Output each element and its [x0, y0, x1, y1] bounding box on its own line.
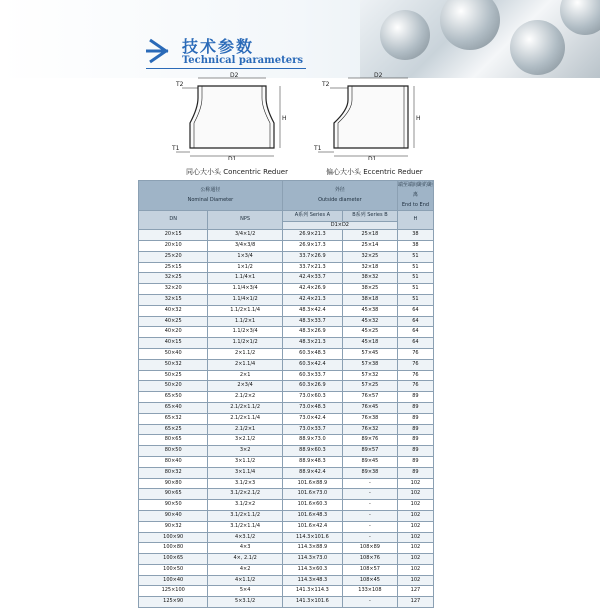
table-cell: 89: [397, 435, 433, 446]
table-cell: 1×3/4: [208, 251, 282, 262]
table-cell: 102: [397, 554, 433, 565]
table-cell: 1.1/2×1: [208, 316, 282, 327]
table-cell: 2.1/2×2: [208, 392, 282, 403]
table-cell: 3×2.1/2: [208, 435, 282, 446]
table-row: [139, 424, 434, 435]
table-cell: 38×25: [342, 284, 397, 295]
table-cell: 102: [397, 478, 433, 489]
table-cell: 73.0×33.7: [282, 424, 342, 435]
table-cell: 64: [397, 327, 433, 338]
table-cell: 133×108: [342, 586, 397, 597]
table-row: [139, 543, 434, 554]
table-cell: 5×4: [208, 586, 282, 597]
table-cell: 2×1.1/4: [208, 359, 282, 370]
table-cell: 102: [397, 500, 433, 511]
label-d2: D2: [374, 72, 383, 79]
table-cell: 89: [397, 424, 433, 435]
table-cell: 114.3×101.6: [282, 532, 342, 543]
outside-diameter-header: 外径 Outside diameter: [282, 181, 397, 211]
table-cell: 102: [397, 575, 433, 586]
table-cell: 102: [397, 521, 433, 532]
table-cell: 101.6×60.3: [282, 500, 342, 511]
table-cell: 32×15: [139, 294, 208, 305]
table-cell: 76: [397, 359, 433, 370]
table-cell: 48.3×21.3: [282, 338, 342, 349]
col-d1d2: D1×D2: [282, 222, 397, 230]
table-cell: 76×45: [342, 402, 397, 413]
table-cell: 33.7×21.3: [282, 262, 342, 273]
table-cell: 89: [397, 456, 433, 467]
table-cell: 114.3×60.3: [282, 564, 342, 575]
table-cell: 38×32: [342, 273, 397, 284]
table-cell: 51: [397, 262, 433, 273]
table-cell: 3.1/2×2: [208, 500, 282, 511]
table-row: [139, 575, 434, 586]
table-cell: 101.6×88.9: [282, 478, 342, 489]
table-cell: 1.1/2×1/2: [208, 338, 282, 349]
table-cell: 40×32: [139, 305, 208, 316]
pipe-fittings-photo: [360, 0, 600, 78]
table-cell: 3×1.1/2: [208, 456, 282, 467]
label-h: H: [416, 115, 421, 122]
table-cell: 2.1/2×1.1/2: [208, 402, 282, 413]
table-cell: 90×32: [139, 521, 208, 532]
label-t1: T1: [314, 145, 322, 152]
table-cell: -: [342, 489, 397, 500]
table-cell: 20×10: [139, 240, 208, 251]
table-cell: 80×40: [139, 456, 208, 467]
table-cell: 60.3×26.9: [282, 381, 342, 392]
table-cell: 89: [397, 413, 433, 424]
table-cell: 45×25: [342, 327, 397, 338]
table-row: [139, 500, 434, 511]
table-row: [139, 510, 434, 521]
table-cell: 65×25: [139, 424, 208, 435]
table-cell: 20×15: [139, 230, 208, 241]
table-cell: 102: [397, 543, 433, 554]
table-cell: 26.9×17.3: [282, 240, 342, 251]
table-row: [139, 392, 434, 403]
label-h: H: [282, 115, 287, 122]
table-cell: 42.4×21.3: [282, 294, 342, 305]
table-cell: 48.3×42.4: [282, 305, 342, 316]
table-cell: 48.3×26.9: [282, 327, 342, 338]
table-cell: 3×2: [208, 446, 282, 457]
table-cell: 32×25: [342, 251, 397, 262]
arrow-icon: [146, 36, 176, 66]
table-row: [139, 402, 434, 413]
table-cell: 100×50: [139, 564, 208, 575]
table-cell: 4×, 2.1/2: [208, 554, 282, 565]
table-cell: 114.3×73.0: [282, 554, 342, 565]
table-cell: 76: [397, 370, 433, 381]
table-row: [139, 273, 434, 284]
label-d1: D1: [228, 156, 237, 160]
section-title: 技术参数: [182, 37, 255, 56]
table-row: [139, 467, 434, 478]
table-cell: 2×3/4: [208, 381, 282, 392]
table-cell: -: [342, 500, 397, 511]
table-cell: 114.3×88.9: [282, 543, 342, 554]
table-row: [139, 327, 434, 338]
table-cell: 50×20: [139, 381, 208, 392]
table-cell: 1.1/4×3/4: [208, 284, 282, 295]
table-cell: 1.1/2×3/4: [208, 327, 282, 338]
table-cell: 102: [397, 532, 433, 543]
table-cell: 76×38: [342, 413, 397, 424]
table-cell: 38: [397, 230, 433, 241]
eccentric-caption: 偏心大小头 Eccentric Reduer: [326, 168, 423, 176]
table-cell: -: [342, 532, 397, 543]
table-cell: 1.1/4×1/2: [208, 294, 282, 305]
table-cell: 1.1/2×1.1/4: [208, 305, 282, 316]
table-cell: 101.6×48.3: [282, 510, 342, 521]
table-cell: 38×18: [342, 294, 397, 305]
table-cell: 45×18: [342, 338, 397, 349]
table-cell: 80×50: [139, 446, 208, 457]
table-cell: 1×1/2: [208, 262, 282, 273]
table-cell: 89: [397, 446, 433, 457]
table-cell: 88.9×48.3: [282, 456, 342, 467]
table-cell: 101.6×42.4: [282, 521, 342, 532]
table-cell: 80×65: [139, 435, 208, 446]
table-row: [139, 294, 434, 305]
table-cell: 80×32: [139, 467, 208, 478]
table-cell: 65×40: [139, 402, 208, 413]
col-dn: DN: [139, 211, 208, 230]
table-cell: 65×32: [139, 413, 208, 424]
table-cell: 89×76: [342, 435, 397, 446]
table-cell: 100×40: [139, 575, 208, 586]
table-cell: 3.1/2×3: [208, 478, 282, 489]
nominal-diameter-header: 公称通径 Nominal Diameter: [139, 181, 283, 211]
table-cell: 108×89: [342, 543, 397, 554]
table-row: [139, 359, 434, 370]
table-cell: 25×15: [139, 262, 208, 273]
table-cell: 108×76: [342, 554, 397, 565]
table-cell: 102: [397, 510, 433, 521]
table-cell: -: [342, 521, 397, 532]
eccentric-reducer-diagram: [308, 68, 443, 172]
table-cell: 60.3×42.4: [282, 359, 342, 370]
table-cell: 3.1/2×2.1/2: [208, 489, 282, 500]
table-cell: 125×90: [139, 597, 208, 608]
table-row: [139, 586, 434, 597]
table-cell: 32×20: [139, 284, 208, 295]
table-cell: 57×45: [342, 348, 397, 359]
table-cell: 141.3×114.3: [282, 586, 342, 597]
table-cell: 2×1.1/2: [208, 348, 282, 359]
table-cell: 57×25: [342, 381, 397, 392]
table-cell: 25×20: [139, 251, 208, 262]
table-cell: 108×57: [342, 564, 397, 575]
table-cell: 48.3×33.7: [282, 316, 342, 327]
table-cell: 26.9×21.3: [282, 230, 342, 241]
table-row: [139, 262, 434, 273]
table-cell: 3.1/2×1.1/4: [208, 521, 282, 532]
table-cell: 4×3: [208, 543, 282, 554]
table-cell: 88.9×60.3: [282, 446, 342, 457]
table-cell: 1.1/4×1: [208, 273, 282, 284]
label-d2: D2: [230, 72, 239, 79]
table-cell: 2.1/2×1.1/4: [208, 413, 282, 424]
table-cell: 5×3.1/2: [208, 597, 282, 608]
table-cell: 114.3×48.3: [282, 575, 342, 586]
col-nps: NPS: [208, 211, 282, 230]
table-row: [139, 456, 434, 467]
table-cell: 32×25: [139, 273, 208, 284]
table-cell: 90×40: [139, 510, 208, 521]
table-cell: 50×25: [139, 370, 208, 381]
table-cell: 73.0×42.4: [282, 413, 342, 424]
table-cell: 88.9×42.4: [282, 467, 342, 478]
table-cell: 125×100: [139, 586, 208, 597]
table-cell: 60.3×48.3: [282, 348, 342, 359]
col-series-b: B系列 Series B: [342, 211, 397, 222]
table-cell: -: [342, 597, 397, 608]
table-cell: 3×1.1/4: [208, 467, 282, 478]
table-cell: 141.3×101.6: [282, 597, 342, 608]
table-cell: 73.0×48.3: [282, 402, 342, 413]
table-cell: 45×32: [342, 316, 397, 327]
table-row: [139, 446, 434, 457]
table-cell: 3.1/2×1.1/2: [208, 510, 282, 521]
table-row: [139, 284, 434, 295]
concentric-reducer-diagram: [168, 68, 303, 172]
table-cell: 89×38: [342, 467, 397, 478]
table-cell: 40×15: [139, 338, 208, 349]
table-cell: 76×32: [342, 424, 397, 435]
table-cell: 64: [397, 316, 433, 327]
table-cell: 32×18: [342, 262, 397, 273]
table-cell: 25×14: [342, 240, 397, 251]
table-cell: 4×3.1/2: [208, 532, 282, 543]
table-row: [139, 521, 434, 532]
col-series-a: A系列 Series A: [282, 211, 342, 222]
table-cell: 101.6×73.0: [282, 489, 342, 500]
table-cell: 89: [397, 467, 433, 478]
table-cell: 90×80: [139, 478, 208, 489]
table-cell: 102: [397, 489, 433, 500]
table-row: [139, 338, 434, 349]
table-cell: 38: [397, 240, 433, 251]
table-cell: 90×65: [139, 489, 208, 500]
table-row: [139, 348, 434, 359]
table-cell: 51: [397, 294, 433, 305]
end-to-end-header: 端至端间距的距离 End to End: [397, 181, 433, 211]
section-subtitle: Technical parameters: [182, 55, 303, 66]
table-row: [139, 597, 434, 608]
table-cell: 51: [397, 284, 433, 295]
table-cell: 40×20: [139, 327, 208, 338]
table-cell: 64: [397, 305, 433, 316]
table-cell: -: [342, 478, 397, 489]
table-cell: 50×32: [139, 359, 208, 370]
table-row: [139, 435, 434, 446]
concentric-caption: 同心大小头 Concentric Reduer: [186, 168, 288, 176]
table-cell: 42.4×33.7: [282, 273, 342, 284]
table-row: [139, 251, 434, 262]
table-cell: 102: [397, 564, 433, 575]
table-row: [139, 240, 434, 251]
table-cell: 45×38: [342, 305, 397, 316]
table-cell: 2.1/2×1: [208, 424, 282, 435]
table-cell: 65×50: [139, 392, 208, 403]
table-cell: 89×57: [342, 446, 397, 457]
table-cell: 42.4×26.9: [282, 284, 342, 295]
table-cell: 127: [397, 586, 433, 597]
table-row: [139, 413, 434, 424]
table-cell: 4×1.1/2: [208, 575, 282, 586]
table-cell: 100×80: [139, 543, 208, 554]
table-cell: 76: [397, 348, 433, 359]
table-cell: 60.3×33.7: [282, 370, 342, 381]
table-cell: 127: [397, 597, 433, 608]
label-t2: T2: [322, 81, 330, 88]
label-t2: T2: [176, 81, 184, 88]
table-row: [139, 564, 434, 575]
table-cell: 100×65: [139, 554, 208, 565]
table-cell: 89×45: [342, 456, 397, 467]
table-row: [139, 554, 434, 565]
table-row: [139, 478, 434, 489]
table-cell: 89: [397, 402, 433, 413]
table-cell: 57×32: [342, 370, 397, 381]
table-cell: -: [342, 510, 397, 521]
table-cell: 33.7×26.9: [282, 251, 342, 262]
table-row: [139, 532, 434, 543]
table-cell: 51: [397, 273, 433, 284]
table-cell: 25×18: [342, 230, 397, 241]
table-row: [139, 489, 434, 500]
table-row: [139, 316, 434, 327]
label-t1: T1: [172, 145, 180, 152]
table-cell: 76: [397, 381, 433, 392]
table-body: [139, 230, 434, 608]
table-cell: 3/4×1/2: [208, 230, 282, 241]
table-cell: 76×57: [342, 392, 397, 403]
table-cell: 50×40: [139, 348, 208, 359]
table-row: [139, 230, 434, 241]
table-cell: 88.9×73.0: [282, 435, 342, 446]
dimensions-table: [138, 180, 434, 608]
table-row: [139, 305, 434, 316]
table-row: [139, 370, 434, 381]
col-h: H: [397, 211, 433, 230]
table-cell: 40×25: [139, 316, 208, 327]
table-cell: 73.0×60.3: [282, 392, 342, 403]
table-cell: 51: [397, 251, 433, 262]
table-cell: 89: [397, 392, 433, 403]
table-cell: 100×90: [139, 532, 208, 543]
table-row: [139, 381, 434, 392]
table-cell: 4×2: [208, 564, 282, 575]
table-cell: 64: [397, 338, 433, 349]
table-cell: 2×1: [208, 370, 282, 381]
table-cell: 90×50: [139, 500, 208, 511]
table-cell: 108×45: [342, 575, 397, 586]
label-d1: D1: [368, 156, 377, 160]
table-cell: 3/4×3/8: [208, 240, 282, 251]
table-cell: 57×38: [342, 359, 397, 370]
